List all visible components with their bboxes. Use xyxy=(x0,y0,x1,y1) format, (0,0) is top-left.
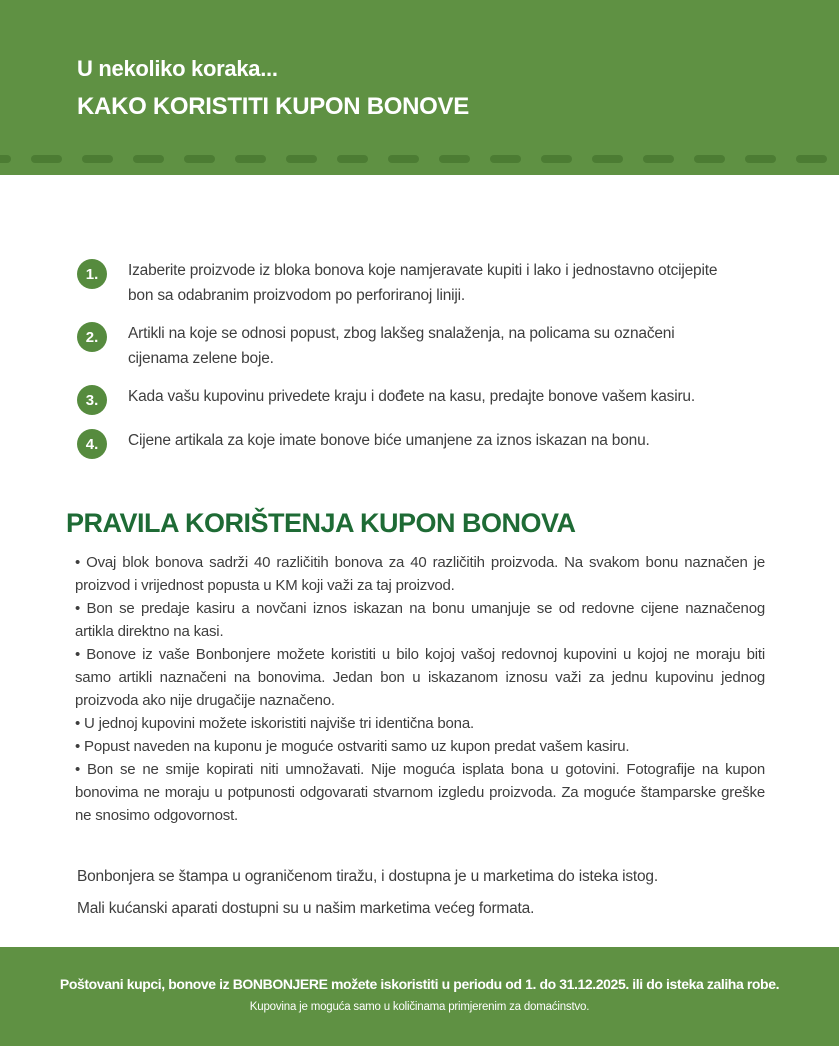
dash xyxy=(490,155,521,163)
dash xyxy=(82,155,113,163)
dash xyxy=(694,155,725,163)
step-item xyxy=(77,384,727,415)
dash xyxy=(541,155,572,163)
footer-validity-text: Poštovani kupci, bonove iz BONBONJERE možete iskoristiti u periodu od 1. do 31.12.2025. ili do isteka zaliha robe. xyxy=(59,976,780,992)
step-item xyxy=(77,321,727,371)
step-number-badge: 1. xyxy=(77,259,107,289)
dash xyxy=(337,155,368,163)
steps-list xyxy=(77,258,727,472)
step-item xyxy=(77,258,727,308)
dash xyxy=(796,155,827,163)
dash xyxy=(133,155,164,163)
page-title: KAKO KORISTITI KUPON BONOVE xyxy=(77,93,469,120)
rule-item: • Bon se predaje kasiru a novčani iznos iskazan na bonu umanjuje se od redovne cijene naznačenog artikla direktno na kasi. xyxy=(75,597,765,643)
step-text: Artikli na koje se odnosi popust, zbog lakšeg snalaženja, na policama su označeni cijenama zelene boje. xyxy=(128,325,675,367)
dash xyxy=(643,155,674,163)
dash xyxy=(235,155,266,163)
dash xyxy=(388,155,419,163)
rule-item: • U jednoj kupovini možete iskoristiti najviše tri identična bona. xyxy=(75,712,765,735)
header-band xyxy=(0,0,839,175)
dash xyxy=(745,155,776,163)
step-text: Kada vašu kupovinu privedete kraju i dođete na kasu, predajte bonove vašem kasiru. xyxy=(128,388,695,405)
rule-item: • Bonove iz vaše Bonbonjere možete koristiti u bilo kojoj vašoj redovnoj kupovini u kojoj ne moraju biti samo artikli naznačeni na bonovima. Jedan bon u iskazanom iznosu važi za jednu kupovinu jednog proizvoda ako nije drugačije naznačeno. xyxy=(75,643,765,712)
rule-item: • Ovaj blok bonova sadrži 40 različitih bonova za 40 različitih proizvoda. Na svakom bonu naznačen je proizvod i vrijednost popusta u KM koji važi za taj proizvod. xyxy=(75,551,765,597)
footer-quantity-text: Kupovina je moguća samo u količinama primjerenim za domaćinstvo. xyxy=(249,1001,590,1013)
rules-heading: PRAVILA KORIŠTENJA KUPON BONOVA xyxy=(66,508,576,538)
step-text: Cijene artikala za koje imate bonove biće umanjene za iznos iskazan na bonu. xyxy=(128,432,650,449)
rule-item: • Bon se ne smije kopirati niti umnožavati. Nije moguća isplata bona u gotovini. Fotografije na kupon bonovima ne moraju u potpunosti odgovarati stvarnom izgledu proizvoda. Za moguće štamparske greške ne snosimo odgovornost. xyxy=(75,758,765,827)
header-subtitle: U nekoliko koraka... xyxy=(77,56,278,81)
step-number-badge: 3. xyxy=(77,385,107,415)
note-appliances: Mali kućanski aparati dostupni su u našim marketima većeg formata. xyxy=(77,900,535,917)
dash xyxy=(0,155,11,163)
step-number-badge: 4. xyxy=(77,429,107,459)
perforation-dashes xyxy=(0,155,839,163)
dash xyxy=(31,155,62,163)
rule-item: • Popust naveden na kuponu je moguće ostvariti samo uz kupon predat vašem kasiru. xyxy=(75,735,765,758)
note-print-run: Bonbonjera se štampa u ograničenom tiražu, i dostupna je u marketima do isteka istog. xyxy=(77,868,658,885)
dash xyxy=(439,155,470,163)
dash xyxy=(286,155,317,163)
step-number-badge: 2. xyxy=(77,322,107,352)
dash xyxy=(592,155,623,163)
footer-band xyxy=(0,947,839,1046)
step-text: Izaberite proizvode iz bloka bonova koje namjeravate kupiti i lako i jednostavno otcijepite bon sa odabranim proizvodom po perforiranoj liniji. xyxy=(128,262,718,304)
dash xyxy=(184,155,215,163)
step-item xyxy=(77,428,727,459)
rules-list xyxy=(75,551,765,827)
